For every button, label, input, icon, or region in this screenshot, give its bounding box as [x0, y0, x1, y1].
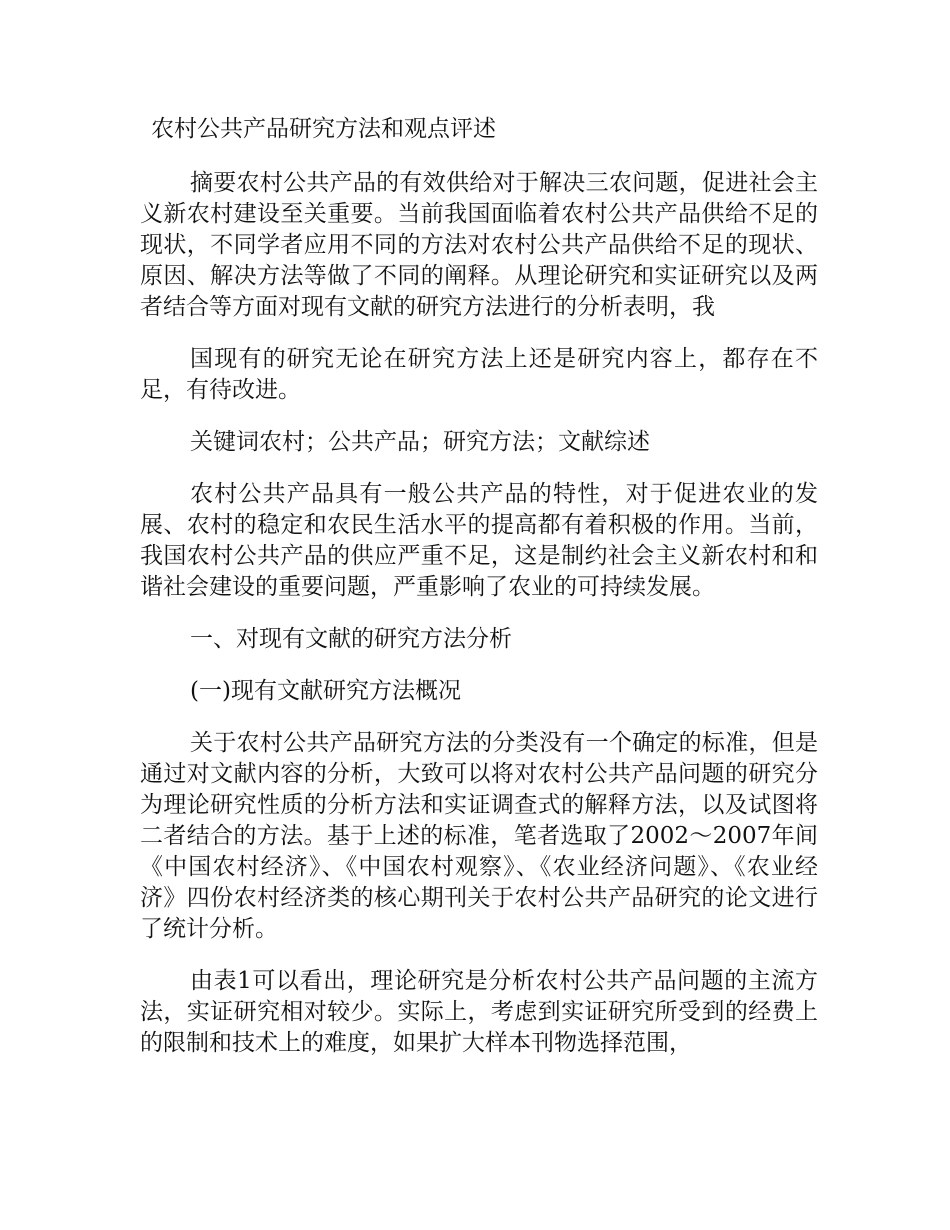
- body-paragraph: 由表1可以看出，理论研究是分析农村公共产品问题的主流方法，实证研究相对较少。实际上，考虑到实证研究所受到的经费上的限制和技术上的难度，如果扩大样本刊物选择范围，: [140, 968, 818, 1056]
- document-body: [140, 168, 818, 1080]
- document-title: 农村公共产品研究方法和观点评述: [151, 116, 496, 142]
- keywords-paragraph: 关键词农村；公共产品；研究方法；文献综述: [190, 429, 650, 455]
- abstract-paragraph: 摘要农村公共产品的有效供给对于解决三农问题，促进社会主义新农村建设至关重要。当前我国面临着农村公共产品供给不足的现状，不同学者应用不同的方法对农村公共产品供给不足的现状、原因、解决方法等做了不同的阐释。从理论研究和实证研究以及两者结合等方面对现有文献的研究方法进行的分析表明，我: [140, 170, 818, 320]
- intro-paragraph: 农村公共产品具有一般公共产品的特性，对于促进农业的发展、农村的稳定和农民生活水平的提高都有着积极的作用。当前，我国农村公共产品的供应严重不足，这是制约社会主义新农村和和谐社会建设的重要问题，严重影响了农业的可持续发展。: [140, 481, 818, 600]
- body-paragraph: 关于农村公共产品研究方法的分类没有一个确定的标准，但是通过对文献内容的分析，大致可以将对农村公共产品问题的研究分为理论研究性质的分析方法和实证调查式的解释方法，以及试图将二者结合的方法。基于上述的标准，笔者选取了2002～2007年间《中国农村经济》、《中国农村观察》、《农业经济问题》、《农业经济》四份农村经济类的核心期刊关于农村公共产品研究的论文进行了统计分析。: [140, 730, 818, 942]
- section-heading: 一、对现有文献的研究方法分析: [190, 626, 512, 652]
- abstract-continuation-paragraph: 国现有的研究无论在研究方法上还是研究内容上，都存在不足，有待改进。: [140, 346, 818, 403]
- subsection-heading: (一)现有文献研究方法概况: [190, 678, 461, 704]
